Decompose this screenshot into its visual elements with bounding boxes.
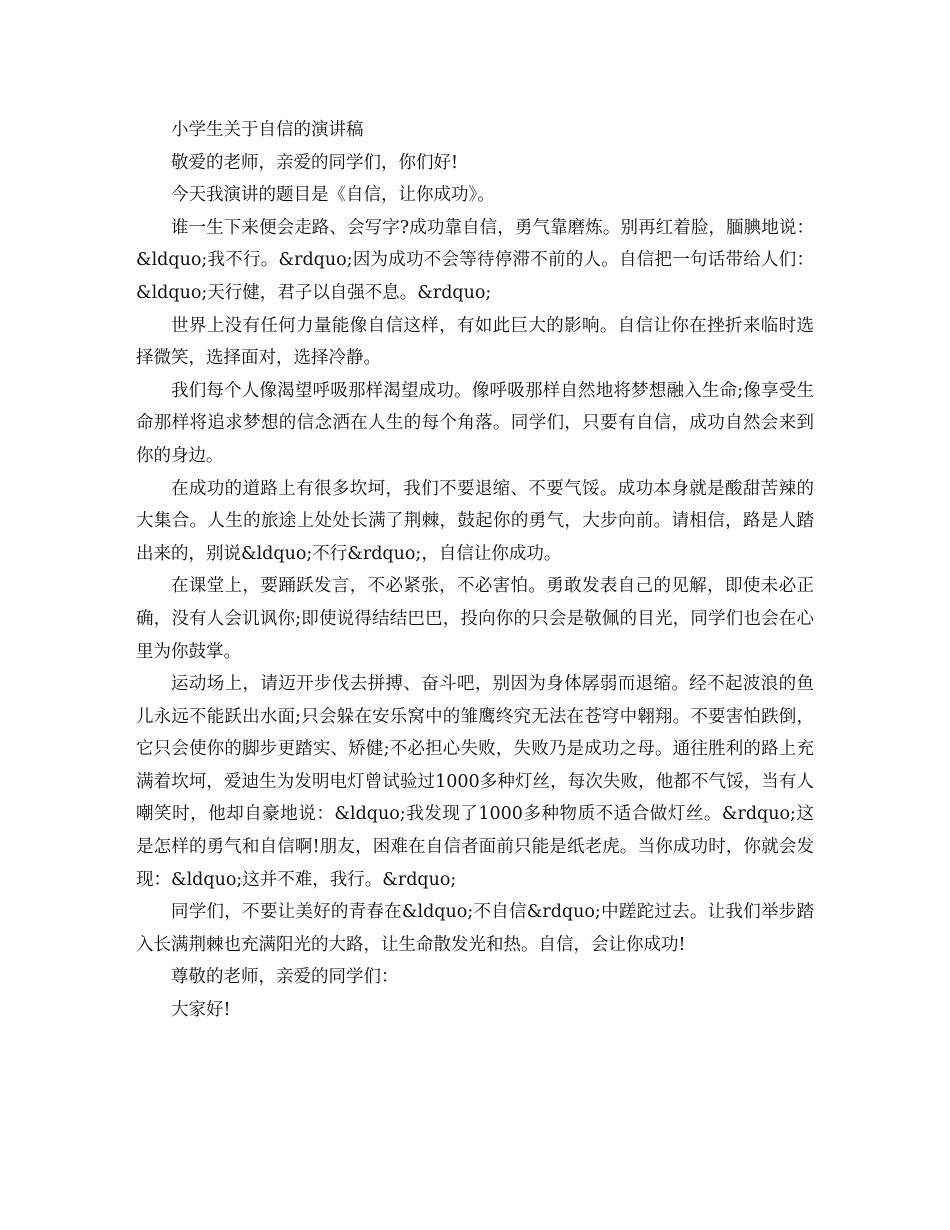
document-body	[136, 114, 814, 1027]
body-paragraph: 我们每个人像渴望呼吸那样渴望成功。像呼吸那样自然地将梦想融入生命;像享受生命那样将追求梦想的信念洒在人生的每个角落。同学们，只要有自信，成功自然会来到你的身边。	[136, 380, 814, 466]
closing-paragraph: 同学们，不要让美好的青春在&ldquo;不自信&rdquo;中蹉跎过去。让我们举步踏入长满荆棘也充满阳光的大路，让生命散发光和热。自信，会让你成功!	[136, 902, 814, 955]
body-paragraph: 在成功的道路上有很多坎坷，我们不要退缩、不要气馁。成功本身就是酸甜苦辣的大集合。人生的旅途上处处长满了荆棘，鼓起你的勇气，大步向前。请相信，路是人踏出来的，别说&ldquo;不行&rdquo;，自信让你成功。	[136, 478, 814, 564]
body-paragraph: 谁一生下来便会走路、会写字?成功靠自信，勇气靠磨炼。别再红着脸，腼腆地说：&ldquo;我不行。&rdquo;因为成功不会等待停滞不前的人。自信把一句话带给人们：&ldquo;天行健，君子以自强不息。&rdquo;	[136, 217, 814, 303]
body-paragraph: 世界上没有任何力量能像自信这样，有如此巨大的影响。自信让你在挫折来临时选择微笑，选择面对，选择冷静。	[136, 315, 814, 369]
document-title: 小学生关于自信的演讲稿	[171, 120, 364, 140]
salutation-paragraph: 尊敬的老师，亲爱的同学们：	[171, 967, 399, 988]
topic-paragraph: 今天我演讲的题目是《自信，让你成功》。	[171, 185, 495, 206]
hello-paragraph: 大家好!	[171, 1000, 231, 1021]
body-paragraph: 运动场上，请迈开步伐去拼搏、奋斗吧，别因为身体孱弱而退缩。经不起波浪的鱼儿永远不能跃出水面;只会躲在安乐窝中的雏鹰终究无法在苍穹中翱翔。不要害怕跌倒，它只会使你的脚步更踏实、矫健;不必担心失败，失败乃是成功之母。通往胜利的路上充满着坎坷，爱迪生为发明电灯曾试验过1000多种灯丝，每次失败，他都不气馁，当有人嘲笑时，他却自豪地说：&ldquo;我发现了1000多种物质不适合做灯丝。&rdquo;这是怎样的勇气和自信啊!朋友，困难在自信者面前只能是纸老虎。当你成功时，你就会发现：&ldquo;这并不难，我行。&rdquo;	[136, 674, 814, 890]
greeting-paragraph: 敬爱的老师，亲爱的同学们，你们好!	[171, 152, 459, 173]
body-paragraph: 在课堂上，要踊跃发言，不必紧张，不必害怕。勇敢发表自己的见解，即使未必正确，没有人会讥讽你;即使说得结结巴巴，投向你的只会是敬佩的目光，同学们也会在心里为你鼓掌。	[136, 576, 814, 662]
